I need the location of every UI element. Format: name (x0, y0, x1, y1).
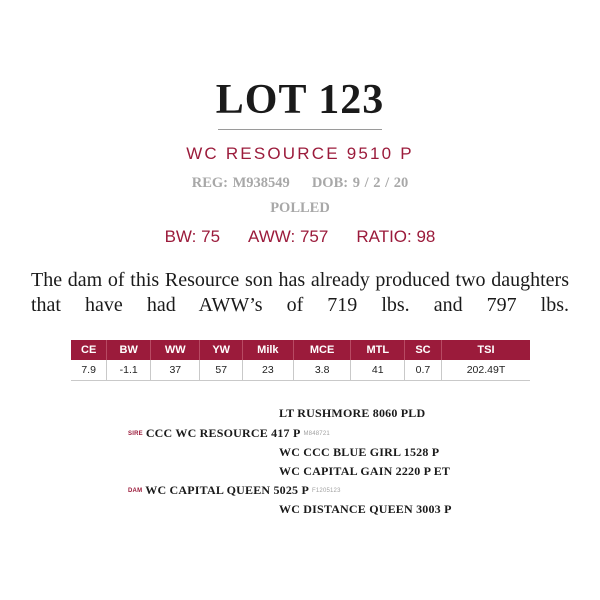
sire-registration: M848721 (303, 431, 330, 438)
epd-header-mce: MCE (293, 340, 351, 360)
pedigree-sire-name: CCC WC RESOURCE 417 P (145, 426, 301, 440)
lot-title: LOT 123 (215, 77, 385, 123)
epd-header-mtl: MTL (351, 340, 405, 360)
weaning-ratio: RATIO: 98 (356, 227, 436, 246)
epd-header-tsi: TSI (441, 340, 530, 360)
epd-value-ww: 37 (151, 360, 200, 381)
epd-value-bw: -1.1 (107, 360, 151, 381)
sire-tag: SIRE (128, 431, 143, 438)
epd-value-yw: 57 (200, 360, 242, 381)
epd-value-ce: 7.9 (71, 360, 107, 381)
epd-header-yw: YW (200, 340, 242, 360)
dam-registration: F1205123 (312, 488, 341, 495)
epd-value-milk: 23 (242, 360, 293, 381)
lot-description: The dam of this Resource son has already produced two daughters that have had AWW’s of 719 lbs. and 797 lbs. (31, 269, 569, 316)
epd-header-sc: SC (405, 340, 442, 360)
dam-tag: DAM (128, 488, 143, 495)
polled-status: POLLED (270, 200, 330, 216)
pedigree-dam (128, 483, 341, 498)
epd-header-bw: BW (107, 340, 151, 360)
pedigree-sire-sire: LT RUSHMORE 8060 PLD (279, 406, 426, 420)
epd-value-mce: 3.8 (293, 360, 351, 381)
date-of-birth: DOB: 9 / 2 / 20 (311, 175, 409, 191)
epd-value-mtl: 41 (351, 360, 405, 381)
adjusted-weaning-weight: AWW: 757 (248, 227, 329, 246)
epd-header-ww: WW (151, 340, 200, 360)
birth-weight: BW: 75 (164, 227, 221, 246)
epd-value-tsi: 202.49T (441, 360, 530, 381)
epd-header-milk: Milk (242, 340, 293, 360)
epd-header-ce: CE (71, 340, 107, 360)
pedigree-dam-dam: WC DISTANCE QUEEN 3003 P (279, 502, 452, 516)
pedigree-sire-dam: WC CCC BLUE GIRL 1528 P (279, 445, 440, 459)
pedigree-dam-sire: WC CAPITAL GAIN 2220 P ET (279, 464, 451, 478)
epd-value-sc: 0.7 (405, 360, 442, 381)
animal-name: WC RESOURCE 9510 P (186, 144, 414, 163)
registration-number: REG: M938549 (191, 175, 290, 191)
pedigree-dam-name: WC CAPITAL QUEEN 5025 P (145, 483, 309, 497)
pedigree-sire (128, 426, 330, 441)
